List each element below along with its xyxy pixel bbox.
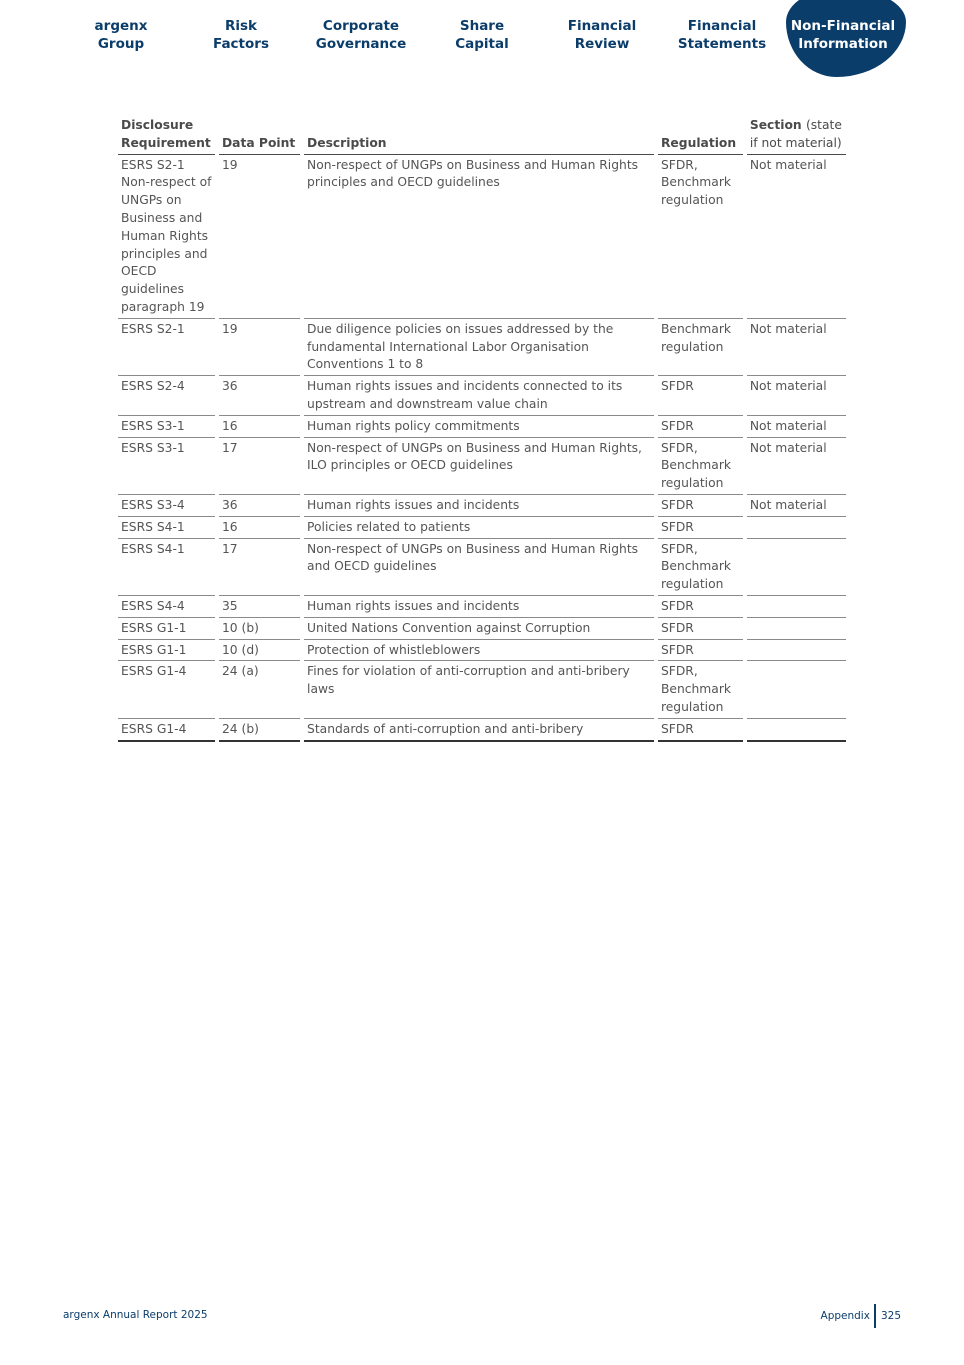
cell-regulation: SFDR, Benchmark regulation	[658, 539, 743, 596]
cell-data-point: 17	[219, 438, 300, 495]
cell-description: United Nations Convention against Corruption	[304, 618, 654, 640]
cell-section	[747, 719, 846, 742]
cell-section: Not material	[747, 438, 846, 495]
nav-tab-financial-review[interactable]	[542, 17, 662, 53]
cell-section: Not material	[747, 319, 846, 376]
table-header-row	[118, 115, 846, 155]
cell-regulation: SFDR	[658, 618, 743, 640]
cell-regulation: SFDR	[658, 719, 743, 742]
disclosure-requirements-table	[114, 115, 850, 742]
nav-tab-label: Capital	[455, 36, 509, 52]
cell-regulation: SFDR	[658, 596, 743, 618]
cell-description: Protection of whistleblowers	[304, 640, 654, 662]
table-row	[118, 719, 846, 742]
cell-data-point: 36	[219, 376, 300, 416]
top-navigation	[0, 0, 964, 80]
cell-regulation: SFDR	[658, 517, 743, 539]
cell-data-point: 19	[219, 155, 300, 319]
page-footer-right	[821, 1304, 901, 1328]
cell-disclosure-requirement: ESRS S3-1	[118, 438, 215, 495]
cell-disclosure-requirement: ESRS S4-1	[118, 517, 215, 539]
footer-divider	[874, 1304, 876, 1328]
cell-description: Fines for violation of anti-corruption and anti-bribery laws	[304, 661, 654, 718]
cell-section	[747, 661, 846, 718]
page-number: 325	[880, 1310, 901, 1322]
cell-data-point: 16	[219, 517, 300, 539]
cell-description: Non-respect of UNGPs on Business and Human Rights principles and OECD guidelines	[304, 155, 654, 319]
cell-section: Not material	[747, 416, 846, 438]
cell-data-point: 10 (d)	[219, 640, 300, 662]
table-row	[118, 376, 846, 416]
cell-description: Human rights policy commitments	[304, 416, 654, 438]
header-regulation: Regulation	[658, 115, 743, 155]
nav-tab-label: Share	[459, 18, 505, 34]
table-body	[118, 155, 846, 742]
nav-tab-financial-statements[interactable]	[662, 17, 782, 53]
nav-tab-label: Non-Financial	[790, 18, 896, 34]
nav-tab-label: Factors	[213, 36, 269, 52]
cell-section	[747, 517, 846, 539]
table-row	[118, 661, 846, 718]
table-row	[118, 618, 846, 640]
table-row	[118, 155, 846, 319]
cell-disclosure-requirement: ESRS S3-1	[118, 416, 215, 438]
nav-tab-label: Group	[97, 36, 145, 52]
table-row	[118, 539, 846, 596]
header-disclosure-requirement: Disclosure Requirement	[118, 115, 215, 155]
nav-tab-label: Statements	[677, 36, 767, 52]
nav-tab-label: argenx	[94, 18, 148, 34]
cell-description: Human rights issues and incidents	[304, 596, 654, 618]
cell-disclosure-requirement: ESRS G1-1	[118, 640, 215, 662]
cell-data-point: 24 (a)	[219, 661, 300, 718]
nav-tab-label: Financial	[687, 18, 757, 34]
cell-regulation: SFDR, Benchmark regulation	[658, 155, 743, 319]
nav-tab-label: Review	[574, 36, 630, 52]
table-row	[118, 438, 846, 495]
cell-disclosure-requirement: ESRS S3-4	[118, 495, 215, 517]
nav-tab-share-capital[interactable]	[422, 17, 542, 53]
cell-description: Non-respect of UNGPs on Business and Human Rights and OECD guidelines	[304, 539, 654, 596]
cell-description: Due diligence policies on issues addressed by the fundamental International Labor Organisation Conventions 1 to 8	[304, 319, 654, 376]
header-data-point: Data Point	[219, 115, 300, 155]
header-description: Description	[304, 115, 654, 155]
nav-tab-risk-factors[interactable]	[181, 17, 301, 53]
cell-description: Human rights issues and incidents connected to its upstream and downstream value chain	[304, 376, 654, 416]
cell-regulation: SFDR	[658, 640, 743, 662]
table-row	[118, 517, 846, 539]
cell-description: Standards of anti-corruption and anti-bribery	[304, 719, 654, 742]
nav-tab-label: Financial	[567, 18, 637, 34]
cell-section: Not material	[747, 495, 846, 517]
nav-tab-label: Risk	[224, 18, 258, 34]
cell-description: Policies related to patients	[304, 517, 654, 539]
cell-description: Human rights issues and incidents	[304, 495, 654, 517]
cell-section	[747, 640, 846, 662]
cell-data-point: 24 (b)	[219, 719, 300, 742]
nav-tab-label: Information	[798, 36, 888, 52]
cell-section	[747, 539, 846, 596]
cell-disclosure-requirement: ESRS S2-4	[118, 376, 215, 416]
cell-disclosure-requirement: ESRS G1-4	[118, 661, 215, 718]
cell-regulation: Benchmark regulation	[658, 319, 743, 376]
cell-disclosure-requirement: ESRS S2-1 Non-respect of UNGPs on Business and Human Rights principles and OECD guidelines paragraph 19	[118, 155, 215, 319]
cell-disclosure-requirement: ESRS S4-4	[118, 596, 215, 618]
table-row	[118, 495, 846, 517]
cell-section: Not material	[747, 376, 846, 416]
cell-regulation: SFDR	[658, 416, 743, 438]
cell-data-point: 10 (b)	[219, 618, 300, 640]
cell-disclosure-requirement: ESRS G1-1	[118, 618, 215, 640]
cell-data-point: 16	[219, 416, 300, 438]
cell-section	[747, 596, 846, 618]
cell-data-point: 19	[219, 319, 300, 376]
cell-section: Not material	[747, 155, 846, 319]
cell-regulation: SFDR	[658, 495, 743, 517]
cell-description: Non-respect of UNGPs on Business and Human Rights, ILO principles or OECD guidelines	[304, 438, 654, 495]
nav-tab-corporate-governance[interactable]	[301, 17, 421, 53]
cell-data-point: 35	[219, 596, 300, 618]
nav-tab-non-financial-information[interactable]	[783, 17, 903, 53]
cell-data-point: 36	[219, 495, 300, 517]
cell-data-point: 17	[219, 539, 300, 596]
cell-regulation: SFDR, Benchmark regulation	[658, 438, 743, 495]
cell-disclosure-requirement: ESRS S4-1	[118, 539, 215, 596]
nav-tab-argenx-group[interactable]	[61, 17, 181, 53]
header-section-label: Section	[749, 118, 802, 132]
cell-disclosure-requirement: ESRS G1-4	[118, 719, 215, 742]
table-row	[118, 319, 846, 376]
header-section	[747, 115, 846, 155]
table-row	[118, 416, 846, 438]
table-row	[118, 596, 846, 618]
cell-section	[747, 618, 846, 640]
nav-tab-label: Corporate	[322, 18, 400, 34]
cell-regulation: SFDR, Benchmark regulation	[658, 661, 743, 718]
nav-tab-label: Governance	[315, 36, 407, 52]
report-title: argenx Annual Report 2025	[63, 1309, 208, 1321]
cell-disclosure-requirement: ESRS S2-1	[118, 319, 215, 376]
table-row	[118, 640, 846, 662]
cell-regulation: SFDR	[658, 376, 743, 416]
section-label: Appendix	[820, 1310, 870, 1322]
header-section-note: (state if not material)	[749, 118, 842, 150]
